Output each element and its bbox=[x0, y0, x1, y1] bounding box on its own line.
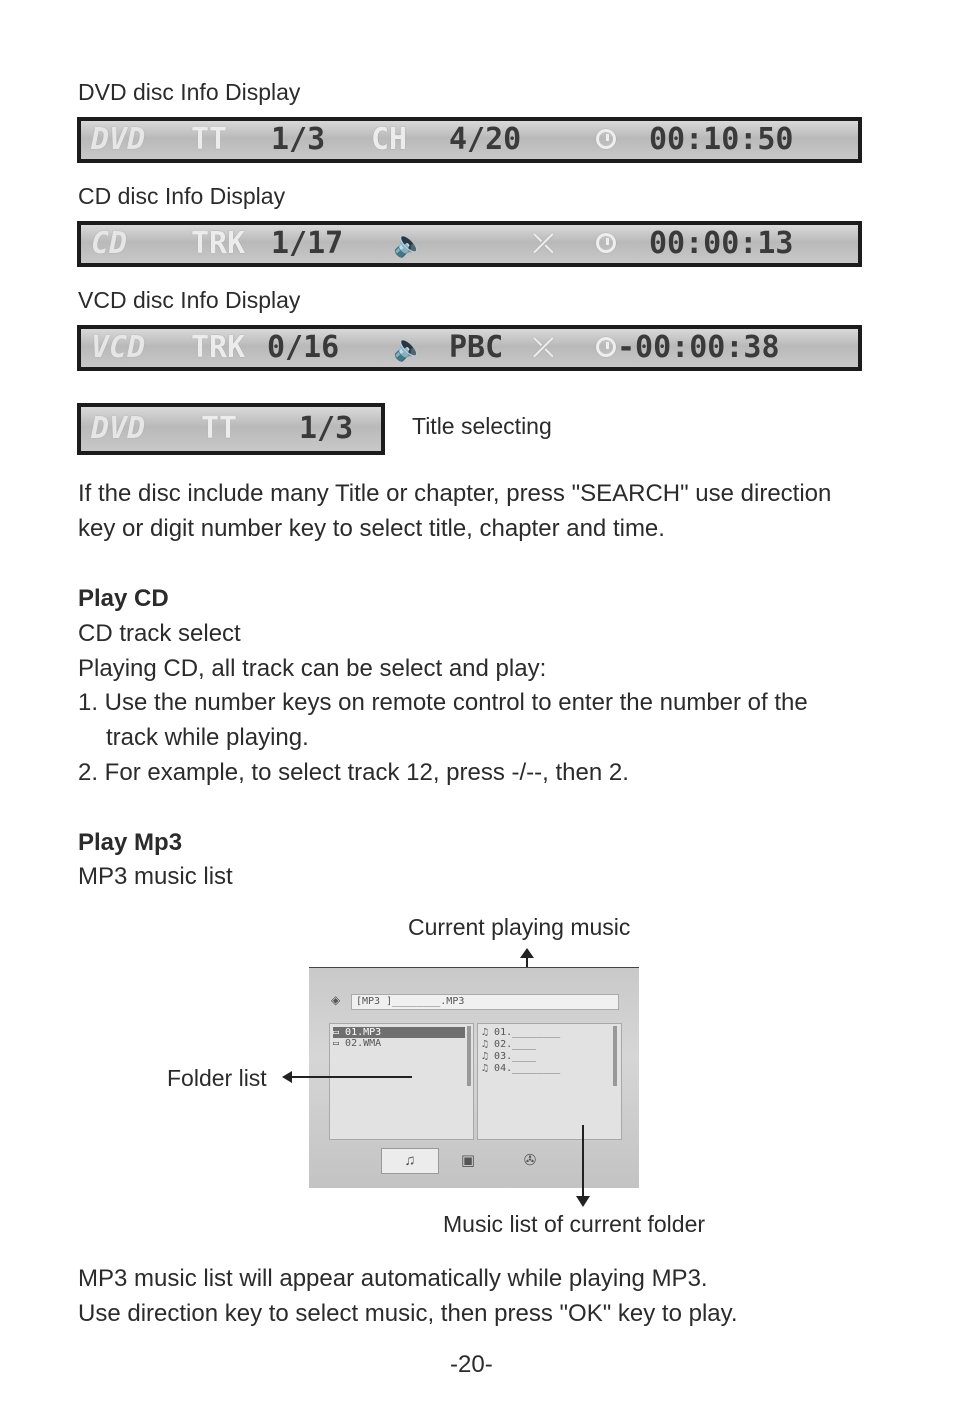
dvd-info-bar bbox=[77, 117, 862, 163]
track-item-label: 03.____ bbox=[494, 1051, 537, 1062]
osd-track-value: 0/16 bbox=[267, 330, 340, 365]
osd-time: 00:00:13 bbox=[649, 226, 794, 261]
osd-track-label: TRK bbox=[191, 226, 246, 261]
osd-disc-type: DVD bbox=[91, 122, 146, 157]
play-cd-heading: Play CD bbox=[78, 585, 169, 612]
intro-line-1: If the disc include many Title or chapter, press "SEARCH" use direction bbox=[78, 480, 832, 507]
music-note-icon: ♫ bbox=[482, 1027, 495, 1038]
photo-tab-icon[interactable]: ▣ bbox=[460, 1152, 476, 1169]
osd-track-label: TRK bbox=[191, 330, 246, 365]
osd-disc-type: CD bbox=[91, 226, 128, 261]
music-list-panel[interactable] bbox=[477, 1023, 622, 1140]
vcd-info-caption: VCD disc Info Display bbox=[78, 287, 301, 313]
cd-info-bar bbox=[77, 221, 862, 267]
track-item-label: 02.____ bbox=[494, 1039, 537, 1050]
current-playing-callout: Current playing music bbox=[408, 914, 631, 940]
mp3-path-bar bbox=[351, 994, 619, 1010]
osd-title-label: TT bbox=[201, 411, 238, 446]
osd-title-value: 1/3 bbox=[271, 122, 326, 157]
footer-line-2: Use direction key to select music, then press "OK" key to play. bbox=[78, 1300, 738, 1327]
music-list-callout: Music list of current folder bbox=[443, 1211, 706, 1237]
track-item[interactable] bbox=[482, 1027, 560, 1038]
repeat-icon: ⤫ bbox=[533, 333, 554, 363]
page-number: -20- bbox=[450, 1351, 493, 1378]
music-list-arrow-line bbox=[582, 1125, 584, 1197]
play-cd-step-2: 2. For example, to select track 12, press -/--, then 2. bbox=[78, 759, 629, 786]
speaker-icon: 🔈 bbox=[393, 229, 426, 259]
music-note-icon: ♫ bbox=[482, 1051, 495, 1062]
play-cd-step-1-cont: track while playing. bbox=[106, 724, 309, 751]
speaker-icon: 🔈 bbox=[393, 333, 426, 363]
folder-list-panel[interactable] bbox=[329, 1023, 474, 1140]
folder-list-callout: Folder list bbox=[167, 1065, 267, 1091]
clock-icon bbox=[596, 129, 616, 149]
osd-title-value: 1/3 bbox=[299, 411, 354, 446]
cd-info-caption: CD disc Info Display bbox=[78, 183, 286, 209]
track-item[interactable] bbox=[482, 1051, 536, 1062]
osd-chapter-label: CH bbox=[371, 122, 408, 157]
play-cd-step-1: 1. Use the number keys on remote control to enter the number of the bbox=[78, 689, 808, 716]
clock-icon bbox=[596, 233, 616, 253]
osd-pbc: PBC bbox=[449, 330, 504, 365]
mp3-path: [MP3 ]________.MP3 bbox=[356, 996, 465, 1007]
music-tab-icon[interactable]: ♫ bbox=[381, 1148, 439, 1174]
track-item[interactable] bbox=[482, 1039, 536, 1050]
arrow-up-icon bbox=[520, 948, 534, 958]
folder-icon: ▭ bbox=[333, 1027, 346, 1038]
clock-icon bbox=[596, 337, 616, 357]
play-cd-subheading: CD track select bbox=[78, 620, 241, 647]
music-note-icon: ♫ bbox=[482, 1039, 495, 1050]
folder-item[interactable] bbox=[333, 1027, 465, 1038]
play-mp3-heading: Play Mp3 bbox=[78, 829, 183, 856]
track-item[interactable] bbox=[482, 1063, 560, 1074]
folder-icon: ▭ bbox=[333, 1038, 346, 1049]
music-note-icon: ♫ bbox=[482, 1063, 495, 1074]
track-item-label: 01.________ bbox=[494, 1027, 561, 1038]
osd-time: 00:10:50 bbox=[649, 122, 794, 157]
osd-chapter-value: 4/20 bbox=[449, 122, 522, 157]
track-scrollbar[interactable] bbox=[613, 1026, 617, 1086]
footer-line-1: MP3 music list will appear automatically while playing MP3. bbox=[78, 1265, 708, 1292]
track-item-label: 04.________ bbox=[494, 1063, 561, 1074]
arrow-left-icon bbox=[282, 1071, 292, 1083]
osd-disc-type: DVD bbox=[91, 411, 146, 446]
repeat-icon: ⤫ bbox=[533, 229, 554, 259]
video-tab-icon[interactable]: ✇ bbox=[523, 1152, 537, 1169]
arrow-down-icon bbox=[576, 1196, 590, 1207]
folder-item-label: 02.WMA bbox=[345, 1038, 382, 1049]
title-select-bar bbox=[77, 403, 385, 455]
osd-title-label: TT bbox=[191, 122, 228, 157]
vcd-info-bar bbox=[77, 325, 862, 371]
osd-track-value: 1/17 bbox=[271, 226, 344, 261]
dvd-info-caption: DVD disc Info Display bbox=[78, 79, 301, 105]
disc-icon: ◈ bbox=[331, 993, 341, 1007]
osd-time: -00:00:38 bbox=[617, 330, 780, 365]
play-mp3-subheading: MP3 music list bbox=[78, 863, 233, 890]
folder-item-label: 01.MP3 bbox=[345, 1027, 382, 1038]
folder-scrollbar[interactable] bbox=[467, 1026, 471, 1086]
title-selecting-caption: Title selecting bbox=[412, 413, 552, 439]
folder-item[interactable] bbox=[333, 1038, 381, 1049]
play-cd-lead: Playing CD, all track can be select and play: bbox=[78, 655, 547, 682]
intro-line-2: key or digit number key to select title, chapter and time. bbox=[78, 515, 665, 542]
folder-list-arrow-line bbox=[292, 1076, 412, 1078]
osd-disc-type: VCD bbox=[91, 330, 146, 365]
